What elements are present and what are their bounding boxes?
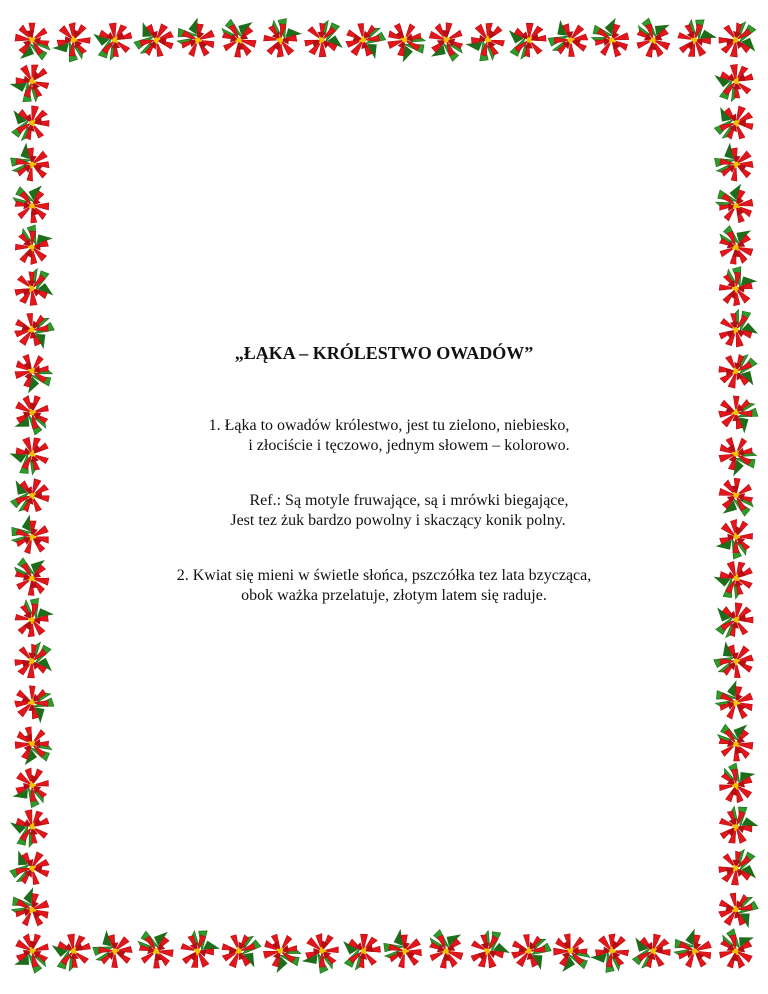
stanza-2-line-1: 2. Kwiat się mieni w świetle słońca, pszczółka tez lata bzycząca,: [176, 567, 592, 584]
poem-title: „ŁĄKA – KRÓLESTWO OWADÓW”: [234, 343, 534, 363]
stanza-2-line-2: obok ważka przelatuje, złotym latem się raduje.: [241, 587, 547, 604]
refrain-line-1: Ref.: Są motyle fruwające, są i mrówki biegające,: [249, 492, 569, 509]
refrain-line-2: Jest tez żuk bardzo powolny i skaczący konik polny.: [230, 512, 566, 529]
stanza-1-line-1: 1. Łąka to owadów królestwo, jest tu zielono, niebiesko,: [208, 417, 570, 434]
stanza-1-line-2: i złociście i tęczowo, jednym słowem – kolorowo.: [248, 437, 570, 454]
